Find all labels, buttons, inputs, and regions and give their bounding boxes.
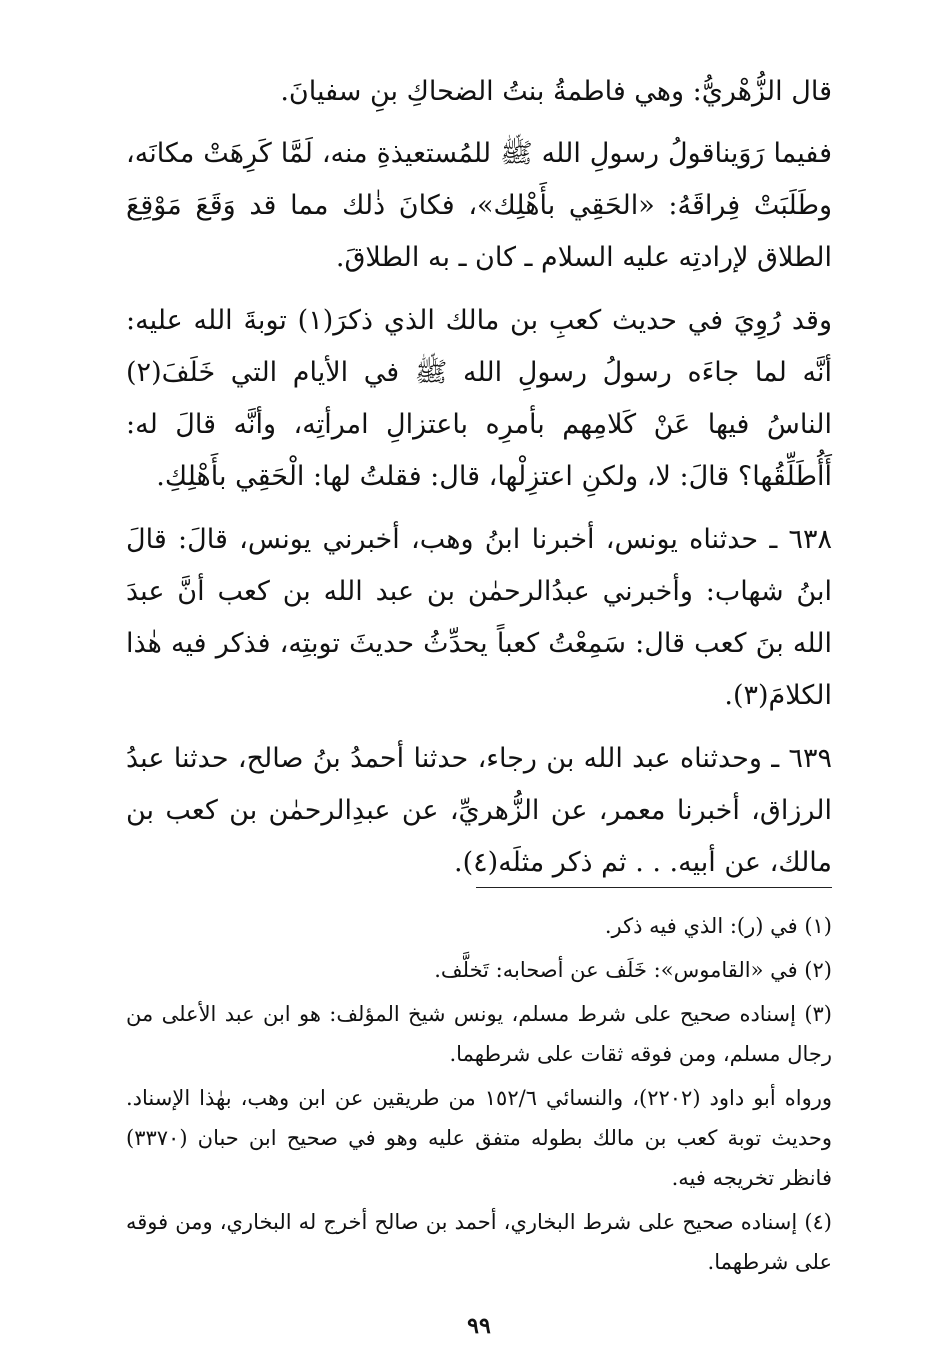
paragraph-seeking-refuge: ففيما رَوَيناقولُ رسولِ الله ﷺ للمُستعيذةِ منه، لَمَّا كَرِهَتْ مكانَه، وطَلَبَتْ فِراقَهُ: «الحَقِي بأَهْلِك»، فكانَ ذٰلك مما قد وَقَعَ مَوْقِعَ الطلاق لإرادتِه عليه السلام ـ كان ـ به الطلاقَ. [126,138,832,273]
book-page [126,66,832,1346]
footnote-separator [476,887,832,888]
page-number: ٩٩ [467,1313,491,1339]
footnote-3-continued: ورواه أبو داود (٢٢٠٢)، والنسائي ٦/‏١٥٢ من طريقين عن ابن وهب، بهٰذا الإسناد. وحديث توبة كعب بن مالك بطوله متفق عليه وهو في صحيح ابن حبان (٣٣٧٠) فانظر تخريجه فيه. [126,1086,833,1190]
main-text [126,66,832,889]
paragraph-hadith-638: ٦٣٨ ـ حدثناه يونس، أخبرنا ابنُ وهب، أخبرني يونس، قالَ: قالَ ابنُ شهاب: وأخبرني عبدُالرحمٰن بن عبد الله بن كعب أنَّ عبدَ الله بنَ كعب قال: سَمِعْتُ كعباً يحدِّثُ حديثَ توبتِه، فذكر فيه هٰذا الكلامَ(٣). [126,524,833,711]
footnotes [126,906,832,1282]
paragraph-zuhri-statement: قال الزُّهْريُّ: وهي فاطمةُ بنتُ الضحاكِ بنِ سفيانَ. [280,76,832,107]
footnote-2: (٢) في «القاموس»: خَلَف عن أصحابه: تَخلَّف. [434,958,832,982]
footnote-4: (٤) إسناده صحيح على شرط البخاري، أحمد بن صالح أخرج له البخاري، ومن فوقه على شرطهما. [126,1210,832,1274]
footnote-3: (٣) إسناده صحيح على شرط مسلم، يونس شيخ المؤلف: هو ابن عبد الأعلى من رجال مسلم، ومن فوقه ثقات على شرطهما. [126,1002,832,1066]
paragraph-hadith-639: ٦٣٩ ـ وحدثناه عبد الله بن رجاء، حدثنا أحمدُ بنُ صالح، حدثنا عبدُ الرزاق، أخبرنا معمر، عن الزُّهريِّ، عن عبدِالرحمٰن بن كعب بن مالك، عن أبيه. . . ثم ذكر مثلَه(٤). [126,743,832,878]
paragraph-kaab-hadith: وقد رُوِيَ في حديث كعبِ بن مالك الذي ذكرَ(١) توبةَ الله عليه: أنَّه لما جاءَه رسولُ رسولِ الله ﷺ في الأيام التي خَلَفَ(٢) الناسُ فيها عَنْ كَلامِهم بأمرِه باعتزالِ امرأتِه، وأنَّه قالَ له: أَأُطَلِّقُها؟ قالَ: لا، ولكنِ اعتزِلْها، قال: فقلتُ لها: الْحَقِي بأَهْلِكِ. [126,305,832,492]
footnote-1: (١) في (ر): الذي فيه ذكر. [604,914,832,938]
